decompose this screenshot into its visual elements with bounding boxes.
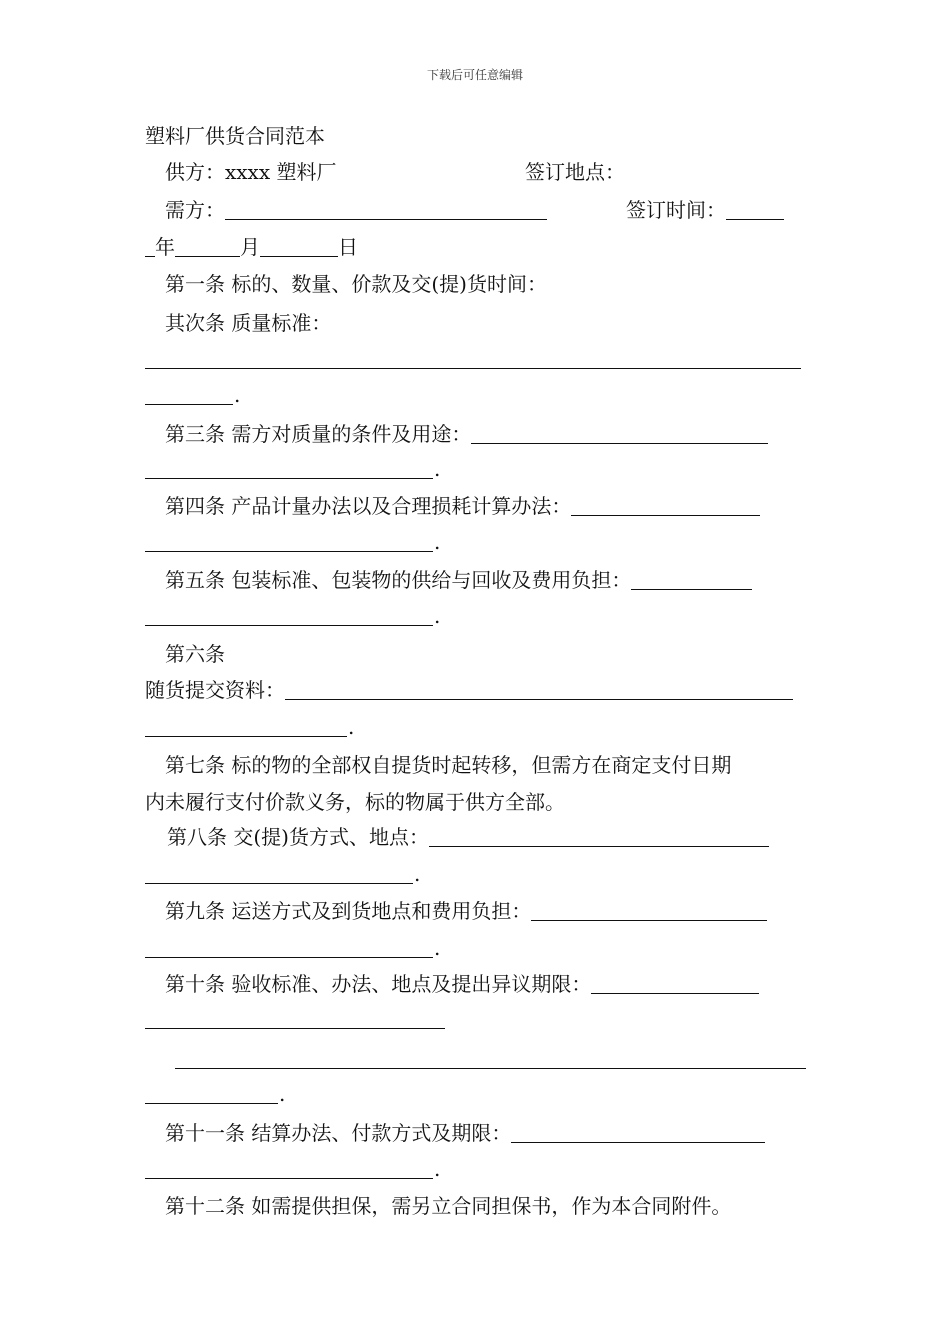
supplier-line bbox=[165, 158, 336, 186]
article-10 bbox=[165, 970, 759, 998]
month-label: 月 bbox=[240, 235, 260, 259]
article-4-blank-2[interactable] bbox=[145, 529, 433, 552]
sign-time-line bbox=[626, 196, 784, 224]
quality-blank[interactable] bbox=[145, 346, 801, 369]
article-10-row-4 bbox=[145, 1080, 285, 1108]
article-5-row-2 bbox=[145, 602, 440, 630]
period: . bbox=[414, 862, 421, 886]
sign-time-label: 签订时间： bbox=[626, 198, 726, 222]
article-3-text: 第三条 需方对质量的条件及用途： bbox=[165, 422, 472, 446]
document-title: 塑料厂供货合同范本 bbox=[145, 124, 325, 148]
article-9 bbox=[165, 897, 767, 925]
period: . bbox=[434, 936, 441, 960]
article-4-text: 第四条 产品计量办法以及合理损耗计算办法： bbox=[165, 494, 572, 518]
article-2-blank-row bbox=[145, 345, 801, 373]
period: . bbox=[434, 1157, 441, 1181]
buyer-label: 需方： bbox=[165, 198, 225, 222]
article-4 bbox=[165, 492, 760, 520]
article-10-blank[interactable] bbox=[591, 971, 759, 994]
article-12: 第十二条 如需提供担保，需另立合同担保书，作为本合同附件。 bbox=[165, 1194, 732, 1218]
article-11-blank[interactable] bbox=[511, 1120, 765, 1143]
article-3-blank-2[interactable] bbox=[145, 456, 433, 479]
article-10-blank-2[interactable] bbox=[145, 1006, 445, 1029]
day-label: 日 bbox=[338, 235, 358, 259]
article-9-blank[interactable] bbox=[531, 898, 767, 921]
article-9-blank-2[interactable] bbox=[145, 935, 433, 958]
year-label: 年 bbox=[155, 235, 175, 259]
article-11-row-2 bbox=[145, 1155, 440, 1183]
article-8-blank-2[interactable] bbox=[145, 861, 413, 884]
article-5-blank-2[interactable] bbox=[145, 603, 433, 626]
article-10-text: 第十条 验收标准、办法、地点及提出异议期限： bbox=[165, 972, 592, 996]
article-4-row-2 bbox=[145, 528, 440, 556]
article-10-blank-3[interactable] bbox=[175, 1046, 806, 1069]
sign-time-blank[interactable] bbox=[726, 197, 784, 220]
article-1: 第一条 标的、数量、价款及交(提)货时间： bbox=[165, 272, 547, 296]
article-11-text: 第十一条 结算办法、付款方式及期限： bbox=[165, 1121, 512, 1145]
quality-blank-2[interactable] bbox=[145, 382, 233, 405]
supplier-name: xxxx 塑料厂 bbox=[225, 160, 337, 184]
article-6-row-2 bbox=[145, 713, 354, 741]
article-11 bbox=[165, 1119, 765, 1147]
period: . bbox=[234, 383, 241, 407]
article-8-blank[interactable] bbox=[429, 824, 769, 847]
article-8-row-2 bbox=[145, 860, 420, 888]
article-6-heading: 第六条 bbox=[165, 642, 225, 666]
article-7-line-1: 第七条 标的物的全部权自提货时起转移，但需方在商定支付日期 bbox=[165, 753, 732, 777]
article-3-blank[interactable] bbox=[471, 421, 768, 444]
article-7-line-2: 内未履行支付价款义务，标的物属于供方全部。 bbox=[145, 790, 565, 814]
article-5-blank[interactable] bbox=[631, 567, 752, 590]
article-9-text: 第九条 运送方式及到货地点和费用负担： bbox=[165, 899, 532, 923]
period: . bbox=[434, 457, 441, 481]
article-3-row-2 bbox=[145, 455, 440, 483]
year-blank[interactable] bbox=[145, 234, 155, 257]
article-11-blank-2[interactable] bbox=[145, 1156, 433, 1179]
buyer-blank[interactable] bbox=[225, 197, 547, 220]
article-2: 其次条 质量标准： bbox=[165, 311, 332, 335]
article-10-blank-4[interactable] bbox=[145, 1081, 278, 1104]
article-3 bbox=[165, 420, 768, 448]
article-2-blank-row-2 bbox=[145, 381, 240, 409]
article-10-row-2 bbox=[145, 1005, 445, 1033]
period: . bbox=[434, 604, 441, 628]
article-6-text: 随货提交资料： bbox=[145, 678, 285, 702]
article-6-blank-2[interactable] bbox=[145, 714, 347, 737]
month-blank[interactable] bbox=[175, 234, 240, 257]
article-6-blank[interactable] bbox=[285, 677, 793, 700]
article-4-blank[interactable] bbox=[571, 493, 760, 516]
article-8-text: 第八条 交(提)货方式、地点： bbox=[167, 825, 429, 849]
day-blank[interactable] bbox=[260, 234, 338, 257]
supplier-label: 供方： bbox=[165, 160, 225, 184]
period: . bbox=[279, 1082, 286, 1106]
article-5 bbox=[165, 566, 752, 594]
period: . bbox=[434, 530, 441, 554]
article-6 bbox=[145, 676, 793, 704]
period: . bbox=[348, 715, 355, 739]
date-line bbox=[145, 233, 358, 261]
buyer-line bbox=[165, 196, 547, 224]
page-header: 下载后可任意编辑 bbox=[426, 68, 523, 82]
article-9-row-2 bbox=[145, 934, 440, 962]
article-8 bbox=[167, 823, 769, 851]
article-5-text: 第五条 包装标准、包装物的供给与回收及费用负担： bbox=[165, 568, 632, 592]
article-10-row-3 bbox=[175, 1045, 806, 1073]
sign-place-label: 签订地点： bbox=[525, 160, 625, 184]
